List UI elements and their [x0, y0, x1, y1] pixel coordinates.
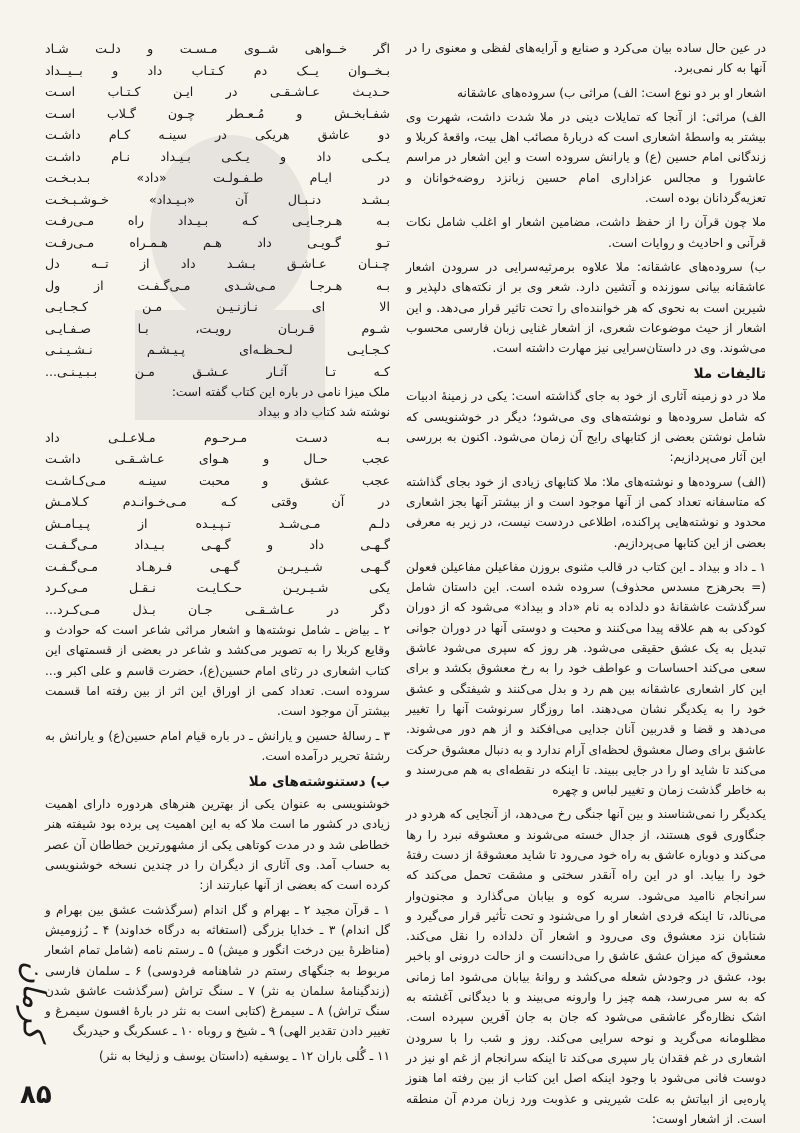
page-number: ۸۵: [20, 1080, 52, 1110]
poem-verse: کـجـایـی لـحـظـه‌ای پـیـشـم نـشـیـنـی: [45, 342, 390, 357]
poem-verse: کـه تـا آثـار عـشـق مـن بـبـیـنـی...: [45, 363, 390, 379]
poem-verse: بـه هـرجـا مـی‌شـدی مـی‌گـفـت از ول: [45, 277, 390, 293]
poem-block: [45, 38, 390, 382]
poem-verse: شـوم قـربـان رویـت، بـا صـفـایـی: [45, 320, 390, 336]
poem-verse: دلـم مـی‌شـد تـپـیـده از پـیـامـش: [45, 515, 390, 531]
paragraph: یکدیگر را نمی‌شناسند و بین آنها جنگی رخ می‌دهد، از آنجایی که هردو در جنگاوری قوی هستند، از جدال خسته می‌شوند و معشوقه نبرد را رها می‌کند و دوباره عاشق به راه خود می‌رود تا شاید معشوقهٔ از دست رفتهٔ خود را بیابد. او در این راه آنقدر سختی و مشقت تحمل می‌کند که سرانجام ناامید می‌شود. سربه کوه و بیابان می‌گذارد و مجنون‌وار می‌نالد، تا اینکه فردی اشعار او را می‌شنود و تحت تأثیر قرار می‌گیرد و شتابان نزد معشوق وی می‌رود و اشعار آن دلداده را نقل می‌کند. معشوق که میزان عشق عاشق را می‌دانست و از حالت درونی او باخبر بود، عشق در وجودش شعله می‌کشد و روانهٔ بیابان می‌شود اما زمانی که به سر می‌رسد، همه چیز را وارونه می‌بیند و با دیدگانی آغشته به اشک نظاره‌گر عاشقی می‌شود که جان به جان آفرین سپرده است. مظلومانه می‌گرید و نوحه سرایی می‌کند. روز و شب را با سرودن اشعاری در غم فقدان یار سپری می‌کند تا اینکه سرانجام از غم او نیز در دوست فانی می‌شود با وجود اینکه اصل این کتاب از بین رفته اما هنوز پاره‌یی از ابیاتش به علت شیرینی و عذوبت ورد زبان مردم آن منطقه است. از اشعار اوست:: [406, 807, 766, 1126]
paragraph: در عین حال ساده بیان می‌کرد و صنایع و آرایه‌های لفظی و معنوی را در آنها به کار نمی‌برد.: [406, 41, 766, 76]
poem-verse: در آن وقتی کـه مـی‌خـوانـدم کـلامـش: [45, 494, 390, 510]
poem-verse: بـه هـرجـایـی کـه بـیـداد راه مـی‌رفـت: [45, 213, 390, 228]
poem-verse: اگر خــواهی شــوی مـسـت و دلـت شـاد: [45, 41, 390, 56]
paragraph: خوشنویسی به عنوان یکی از بهترین هنرهای هردوره دارای اهمیت زیادی در کشور ما است ملا که به این اهمیت پی برده بود شیفته هنر خطاطی شد و در مدت کوتاهی یکی از مشهورترین خطاطان آن عصر به حساب آمد. وی آثاری از دیگران را در چندین نسخه خوشنویسی کرده است که بعضی از آنها عبارتند از:: [45, 797, 390, 893]
poem-verse: بـخــوان یــک دم کـتـاب داد و بــیــداد: [45, 62, 390, 78]
poem-verse: یـکـی داد و یـکـی بـیـداد نـام داشـت: [45, 148, 390, 164]
poem-verse: شفـابخـش و مُـعـطر چـون گـلاب اسـت: [45, 105, 390, 121]
paragraph: (الف) سروده‌ها و نوشته‌های ملا: ملا کتابهای زیادی از خود بجای گذاشته که متاسفانه تعداد کمی از آنها موجود است و از بیشتر آنها بجز اشعاری محدود و نوشته‌هایی پراکنده، اطلاعی دردست نیست، در زیر به معرفی بعضی از این کتابها می‌پردازیم.: [406, 474, 766, 550]
poem-verse: عجب عشق و محبت سینـه مـی‌کـاشـت: [45, 472, 390, 488]
paragraph: اشعار او بر دو نوع است: الف) مراثی ب) سروده‌های عاشقانه: [457, 85, 766, 100]
paragraph: ۲ ـ بیاض ـ شامل نوشته‌ها و اشعار مراثی شاعر است که حوادث و وقایع کربلا را به تصویر می‌کشد و شاعر در بعضی از قسمتهای این کتاب اشعاری در رثای امام حسین(ع)، حضرت قاسم و علی اکبر و... سروده است. تعداد کمی از اوراق این اثر از بین رفته اما قسمت بیشتر آن موجود است.: [45, 623, 390, 719]
poem-verse: الا ای نـازنـیـن مـن کـجـایـی: [45, 299, 390, 314]
paragraph: ملا چون قرآن را از حفظ داشت، مضامین اشعار او اغلب شامل نکات قرآنی و احادیث و روایات است.: [406, 215, 766, 250]
poem-verse: چـنـان عـاشـق بـشـد داد از تــه دل: [45, 256, 390, 271]
poem-verse: عجب حـال و هـوای عـاشـقـی داشـت: [45, 451, 390, 467]
poem-verse: یکی شـیـریـن حـکـایـت نـقـل مـی‌کـرد: [45, 580, 390, 596]
paragraph: ملا در دو زمینه آثاری از خود به جای گذاشته است: یکی در زمینهٔ ادبیات که شامل سروده‌ها و نوشته‌های وی می‌شود؛ دیگر در خوشنویسی که شامل نوشتن بعضی از کتابهای رایج آن زمان می‌شود. اکنون به بررسی این آثار می‌پردازیم:: [406, 389, 766, 465]
section-heading: ب) دستنوشته‌های ملا: [248, 774, 390, 791]
poem-verse: تـو گـویـی داد هـم هـمـراه مـی‌رفـت: [45, 234, 390, 250]
poem-block: [45, 427, 390, 621]
poem-verse: حـدیـث عـاشـقـی در ایـن کـتـاب اسـت: [45, 84, 390, 99]
right-column: [406, 38, 766, 1133]
left-column: [45, 38, 390, 1070]
paragraph: ملک میزا نامی در باره این کتاب گفته است: نوشته شد کتاب داد و بیداد: [171, 385, 390, 420]
section-heading: تالیفات ملا: [693, 366, 766, 383]
poem-verse: بـشـد دنـبـال آن «بـیـداد» خـوشـبـخـت: [45, 191, 390, 207]
paragraph: ۱ ـ داد و بیداد ـ این کتاب در قالب مثنوی بروزن مفاعیلن مفاعیلن فعولن (= بحرهزج مسدس محذوف) سروده شده است. این داستان شامل سرگذشت عاشقانهٔ دو دلداده به نام «داد و بیداد» می‌شود که از دوران کودکی به هم علاقه پیدا می‌کنند و محبت و دوستی آنها در دوران جوانی تبدیل به یک عشق حقیقی می‌شود. هر روز که سپری می‌شود عاشق سعی می‌کند احساسات و عواطف خود را به رخ معشوق بکشد و برای این کار اشعاری عاشقانه بین هم رد و بدل می‌کنند و شیفتگی و عشق خود را به یکدیگر نشان می‌دهند. اما روزگار سرنوشت آنها را تغییر می‌دهد و قضا و قدربین آنان جدایی می‌افکند و از هم دور می‌شوند. عاشق برای وصال معشوق لحظه‌ای آرام ندارد و به دنبال معشوق حرکت می‌کند تا شاید او را در جایی ببیند. تا اینکه در نقطه‌ای به هم می‌رسند و به خاطر گذشت زمان و تغییر لباس و چهره: [406, 559, 766, 798]
poem-verse: در ایـام طـفـولـت «داد» بـدبـخـت: [45, 170, 390, 185]
poem-verse: گـهـی شـیـریـن گـهـی فـرهـاد مـی‌گـفـت: [45, 558, 390, 574]
paragraph: ۳ ـ رسالهٔ حسین و یارانش ـ در باره قیام امام حسین(ع) و یارانش به رشتهٔ تحریر درآمده است.: [45, 728, 390, 763]
magazine-logo: کرمان: [15, 960, 51, 1040]
poem-verse: بـه دسـت مـرحـوم مـلاعـلـی داد: [45, 429, 390, 445]
poem-verse: دگر در عـاشـقـی جـان بـذل مـی‌کـرد...: [45, 601, 390, 617]
paragraph: ۱ ـ قرآن مجید ۲ ـ بهرام و گل اندام (سرگذشت عشق بین بهرام و گل اندام) ۳ ـ خدایا بزرگی (استغاثه به درگاه خداوند) ۴ ـ رُزومیش (مناظرهٔ بین درخت انگور و میش) ۵ ـ رستم نامه (شامل تمام اشعار مربوط به جنگهای رستم در شاهنامه فردوسی) ۶ ـ سلمان فارسی (زندگینامهٔ سلمان به نثر) ۷ ـ سنگ تراش (سرگذشت عاشق شدن سنگ تراش) ۸ ـ سیمرغ (کتابی است به نثر در بارهٔ افسون سیمرغ و تغییر دادن تقدیر الهی) ۹ ـ شیخ و روباه ۱۰ ـ عسکربگ و حیدربگ: [45, 902, 390, 1039]
poem-verse: گـهـی داد و گـهـی بـیـداد مـی‌گـفـت: [45, 537, 390, 553]
poem-verse: دو عاشق هریکی در سینـه کـام داشـت: [45, 127, 390, 142]
paragraph: ب) سروده‌های عاشقانه: ملا علاوه برمرثیه‌سرایی در سرودن اشعار عاشقانه بیانی سوزنده و آتشین دارد. شعر وی بر از نکته‌های دلپذیر و شیرین است به نحوی که هر خواننده‌ای را تحت تاثیر قرار می‌دهد. و این اشعار از حیث موضوعات شعری، از اشعار غنایی زبان فارسی محسوب می‌شوند. وی در داستان‌سرایی نیز مهارت داشته است.: [406, 259, 766, 356]
paragraph: الف) مراثی: از آنجا که تمایلات دینی در ملا شدت داشت، شهرت وی بیشتر به واسطهٔ اشعاری است که دربارهٔ مصائب اهل بیت، واقعهٔ کربلا و زندگانی امام حسین (ع) و یارانش سروده است و این اشعار در مراسم عاشورا و مجالس عزاداری امام حسین زبانزد روضه‌خوانان و تعزیه‌گردانان بوده است.: [406, 109, 766, 206]
paragraph: ۱۱ ـ گُلی باران ۱۲ ـ یوسفیه (داستان یوسف و زلیخا به نثر): [98, 1048, 390, 1063]
